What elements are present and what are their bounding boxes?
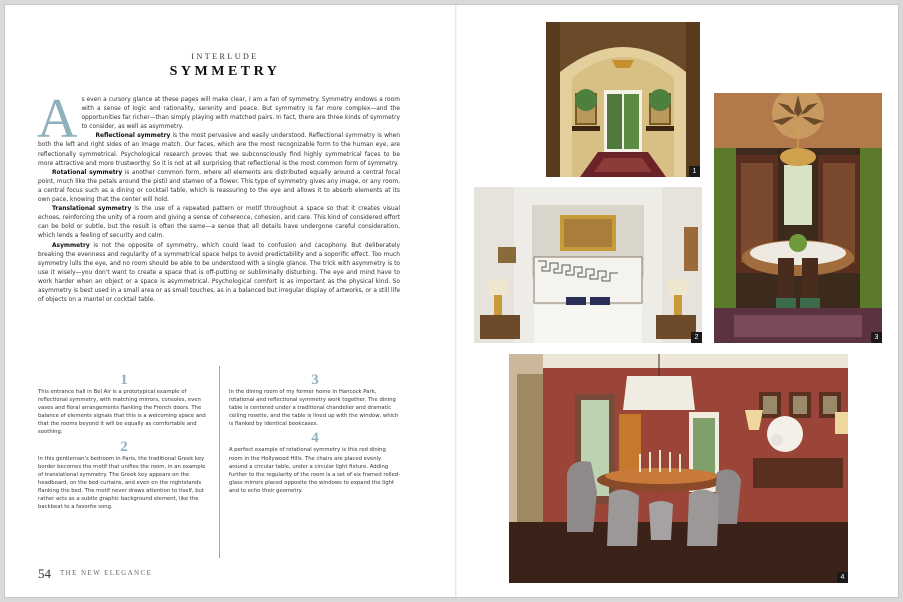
translational-text: is the use of a repeated pattern or motif throughout a space so that it creates visual echoes, reinforcing the unity of a room and giving a sense of coherence, cohesion, and care. This kind of considered effort can be bold or subtle, but the result is often the same—a sense that all details have undergone careful consideration, which lends a feeling of security and calm. <box>38 206 401 240</box>
caption-number: 2 <box>120 438 128 455</box>
photo-badge: 4 <box>837 572 848 583</box>
article-body <box>37 88 401 305</box>
running-head: THE NEW ELEGANCE <box>60 569 153 577</box>
rotational-text: is another common form, where all elements are distributed equally around a central focal point, much like the petals around the pistil and stamen of a flower. This type of symmetry gives any image, or any room, a central focus such as a dining or cocktail table, which is reassuring to the eye and allows it to absorb elements at its own pace, knowing that the center will hold. <box>38 169 400 204</box>
translational-term: Translational symmetry <box>52 206 132 213</box>
rotational-paragraph <box>38 169 400 205</box>
caption-text: In the dining room of my former home in Hancock Park, rotational and reflectional symmetry work together. The dining table is centered under a traditional chandelier and dramatic ceiling rosette, and the table is lined up with the window, which is flanked by identical bookcases. <box>229 389 399 428</box>
reflectional-paragraph <box>38 132 400 168</box>
intro-paragraph <box>38 96 400 132</box>
bedroom-photo <box>474 187 702 343</box>
entrance-hall-photo <box>546 22 700 177</box>
caption-divider <box>219 366 220 558</box>
entrance-hall-illustration <box>546 22 700 177</box>
caption-column-right <box>229 372 401 495</box>
caption-number: 3 <box>311 372 319 388</box>
reflectional-text: is the most pervasive and easily understood. Reflectional symmetry is when both the left and right sides of an image match. Our faces, which are the most recognizable form to the human eye, are reflectionally symmetrical. Psychological research proves that we subconsciously find highly symmetrical faces to be more attractive and more trustworthy. So it is not at all surprising that reflectional is the most common form of symmetry. <box>38 133 400 167</box>
translational-paragraph <box>38 205 400 241</box>
page-title: SYMMETRY <box>169 64 281 79</box>
red-dining-room-illustration <box>509 354 848 583</box>
rotational-term: Rotational symmetry <box>52 169 123 176</box>
caption-column-left <box>38 372 210 511</box>
reflectional-term: Reflectional symmetry <box>95 133 171 140</box>
bedroom-illustration <box>474 187 702 343</box>
asymmetry-term: Asymmetry <box>52 242 90 249</box>
intro-text: s even a cursory glance at these pages will make clear, I am a fan of symmetry. Symmetry endows a room with a sense of logic and rationality, serenity and peace. But symmetry is far more complex—and the opportunities far richer—than simply playing with matched pairs. In fact, there are three kinds of symmetry to consider, as well as asymmetry. <box>81 97 400 131</box>
asymmetry-paragraph <box>38 242 400 306</box>
dining-room-illustration <box>714 93 882 343</box>
drop-cap: A <box>37 88 78 150</box>
asymmetry-text: is not the opposite of symmetry, which could lead to confusion and cacophony. But deliberately breaking the evenness and regularity of a symmetrical space helps to avoid predictability and a soporific effect. Too much symmetry lulls the eye, and no room should be able to be understood with a single glance. The trick with asymmetry is to use it wisely—you don't want to create a space that is off-putting or subliminally disturbing. The eye and mind have to work harder when an object or a space is asymmetrical. Psychological comfort is as important as the physical kind. So asymmetry is best used in a small area or as small touches, as in a balanced but irregular display of artworks, or a still life of objects on a mantel or cocktail table. <box>38 242 400 304</box>
red-dining-room-photo <box>509 354 848 583</box>
page-number: 54 <box>38 566 51 581</box>
caption-number: 1 <box>120 372 128 388</box>
caption-number: 4 <box>311 430 319 447</box>
page-gutter <box>455 5 457 597</box>
dining-room-photo <box>714 93 882 343</box>
photo-badge: 3 <box>871 332 882 343</box>
caption-text: In this gentleman's bedroom in Paris, the traditional Greek key border becomes the motif that unifies the room, in an example of translational symmetry. The Greek key appears on the headboard, on the bed curtains, and even on the nightstands flanking the bed. The motif never draws attention to itself, but rather acts as a subtle graphic background element, like the backbeat to a favorite song. <box>38 455 206 511</box>
caption-text: This entrance hall in Bel Air is a prototypical example of reflectional symmetry, with matching mirrors, consoles, even vases and floral arrangements flanking the French doors. The balance of elements signals that this is a welcoming space and that the rooms beyond it will be equally as comfortable and soothing. <box>38 389 206 436</box>
section-kicker: INTERLUDE <box>191 52 259 61</box>
caption-text: A perfect example of rotational symmetry is this red dining room in the Hollywood Hills. The chairs are placed evenly around a circular table, under a circular light fixture. Adding further to the regularity of the room is a set of six framed rolled-glass mirrors placed opposite the windows to expand the light and to echo their geometry. <box>229 447 401 494</box>
photo-badge: 2 <box>691 332 702 343</box>
photo-badge: 1 <box>689 166 700 177</box>
